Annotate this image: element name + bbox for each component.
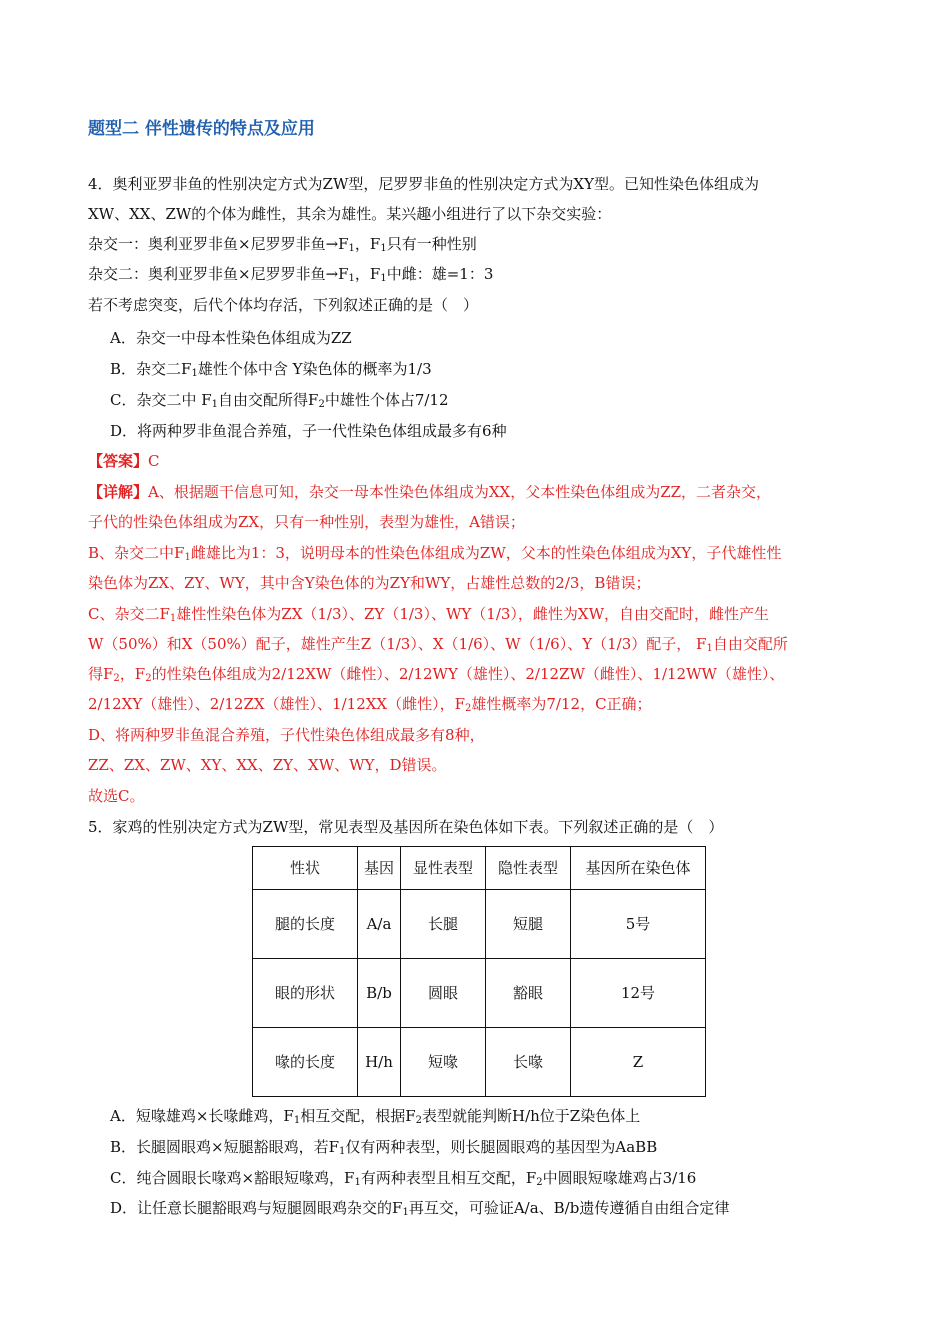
table-cell: H/h [358,1028,401,1097]
table-cell: B/b [358,959,401,1028]
table-cell: Z [571,1028,706,1097]
q4-option-d: D．将两种罗非鱼混合养殖，子一代性染色体组成最多有6种 [110,422,507,440]
table-cell: A/a [358,890,401,959]
table-cell: 喙的长度 [253,1028,358,1097]
q4-detail-line5: C、杂交二$F_1$雄性性染色体为ZX（1/3）、ZY（1/3）、WY（1/3），雌性为XW，自由交配时，雌性产生 [88,605,770,624]
q4-detail-line1: 【详解】A、根据题干信息可知，杂交一母本性染色体组成为XX，父本性染色体组成为ZZ，二者杂交， [88,483,772,501]
section-title: 题型二 伴性遗传的特点及应用 [88,119,315,139]
q4-cross1: 杂交一：奥利亚罗非鱼×尼罗罗非鱼$\to F_1$，$F_1$只有一种性别 [88,235,477,254]
q4-prompt: 若不考虑突变，后代个体均存活，下列叙述正确的是（ ） [88,296,479,314]
q5-option-c: C．纯合圆眼长喙鸡×豁眼短喙鸡，$F_1$有两种表型且相互交配，$F_2$中圆眼短喙雄鸡占3/16 [110,1169,697,1188]
table-header-row [253,847,706,890]
q4-detail-line8: 2/12XY（雄性）、2/12ZX（雄性）、1/12XX（雌性），$F_2$雄性概率为7/12，C正确； [88,695,652,714]
table-header-cell: 基因所在染色体 [571,847,706,890]
table-cell: 短喙 [401,1028,486,1097]
q5-option-a: A．短喙雄鸡×长喙雌鸡，$F_1$相互交配，根据$F_2$表型就能判断H/h位于Z染色体上 [110,1107,641,1126]
table-header-cell: 性状 [253,847,358,890]
table-cell: 5号 [571,890,706,959]
q4-detail-line3: B、杂交二中$F_1$雌雄比为1：3，说明母本的性染色体组成为ZW，父本的性染色体组成为XY，子代雄性性 [88,544,782,563]
gene-table [252,846,706,1097]
q5-stem: 5．家鸡的性别决定方式为ZW型，常见表型及基因所在染色体如下表。下列叙述正确的是（ ） [88,818,724,836]
q4-answer: 【答案】C [88,452,160,470]
table-cell: 眼的形状 [253,959,358,1028]
q4-detail-line2: 子代的性染色体组成为ZX，只有一种性别，表型为雄性，A错误； [88,513,525,531]
q4-detail-line6: W（50%）和X（50%）配子，雄性产生Z（1/3）、X（1/6）、W（1/6）、Y（1/3）配子， $F_1$自由交配所 [88,635,788,654]
table-cell: 短腿 [486,890,571,959]
table-row [253,890,706,959]
q4-stem-line2: XW、XX、ZW的个体为雌性，其余为雄性。某兴趣小组进行了以下杂交实验： [88,205,612,223]
q4-option-b: B．杂交二$F_1$雄性个体中含 Y染色体的概率为1/3 [110,360,432,379]
q4-stem-line1: 4．奥利亚罗非鱼的性别决定方式为ZW型，尼罗罗非鱼的性别决定方式为XY型。已知性染色体组成为 [88,175,759,193]
table-header-cell: 隐性表型 [486,847,571,890]
q4-detail-line10: ZZ、ZX、ZW、XY、XX、ZY、XW、WY，D错误。 [88,756,447,774]
table-cell: 豁眼 [486,959,571,1028]
q4-cross2: 杂交二：奥利亚罗非鱼×尼罗罗非鱼$\to F_1$，$F_1$中雌：雄=1：3 [88,265,494,284]
table-cell: 长喙 [486,1028,571,1097]
table-header-cell: 基因 [358,847,401,890]
q4-detail-line7: 得$F_2$，$F_2$的性染色体组成为2/12XW（雌性）、2/12WY（雄性）、2/12ZW（雌性）、1/12WW（雄性）、 [88,665,785,684]
q4-detail-line4: 染色体为ZX、ZY、WY，其中含Y染色体的为ZY和WY，占雄性总数的2/3，B错误； [88,574,651,592]
q5-option-d: D．让任意长腿豁眼鸡与短腿圆眼鸡杂交的$F_1$再互交，可验证A/a、B/b遗传遵循自由组合定律 [110,1199,730,1218]
q4-option-c: C．杂交二中 $F_1$自由交配所得$F_2$中雄性个体占7/12 [110,391,449,410]
table-header-cell: 显性表型 [401,847,486,890]
q4-detail-line9: D、将两种罗非鱼混合养殖，子代性染色体组成最多有8种， [88,726,485,744]
table-row [253,1028,706,1097]
table-cell: 腿的长度 [253,890,358,959]
q4-option-a: A．杂交一中母本性染色体组成为ZZ [110,329,352,347]
table-cell: 12号 [571,959,706,1028]
table-cell: 圆眼 [401,959,486,1028]
table-cell: 长腿 [401,890,486,959]
table-row [253,959,706,1028]
q4-detail-line11: 故选C。 [88,787,145,805]
q5-option-b: B．长腿圆眼鸡×短腿豁眼鸡，若$F_1$仅有两种表型，则长腿圆眼鸡的基因型为AaBB [110,1138,658,1157]
